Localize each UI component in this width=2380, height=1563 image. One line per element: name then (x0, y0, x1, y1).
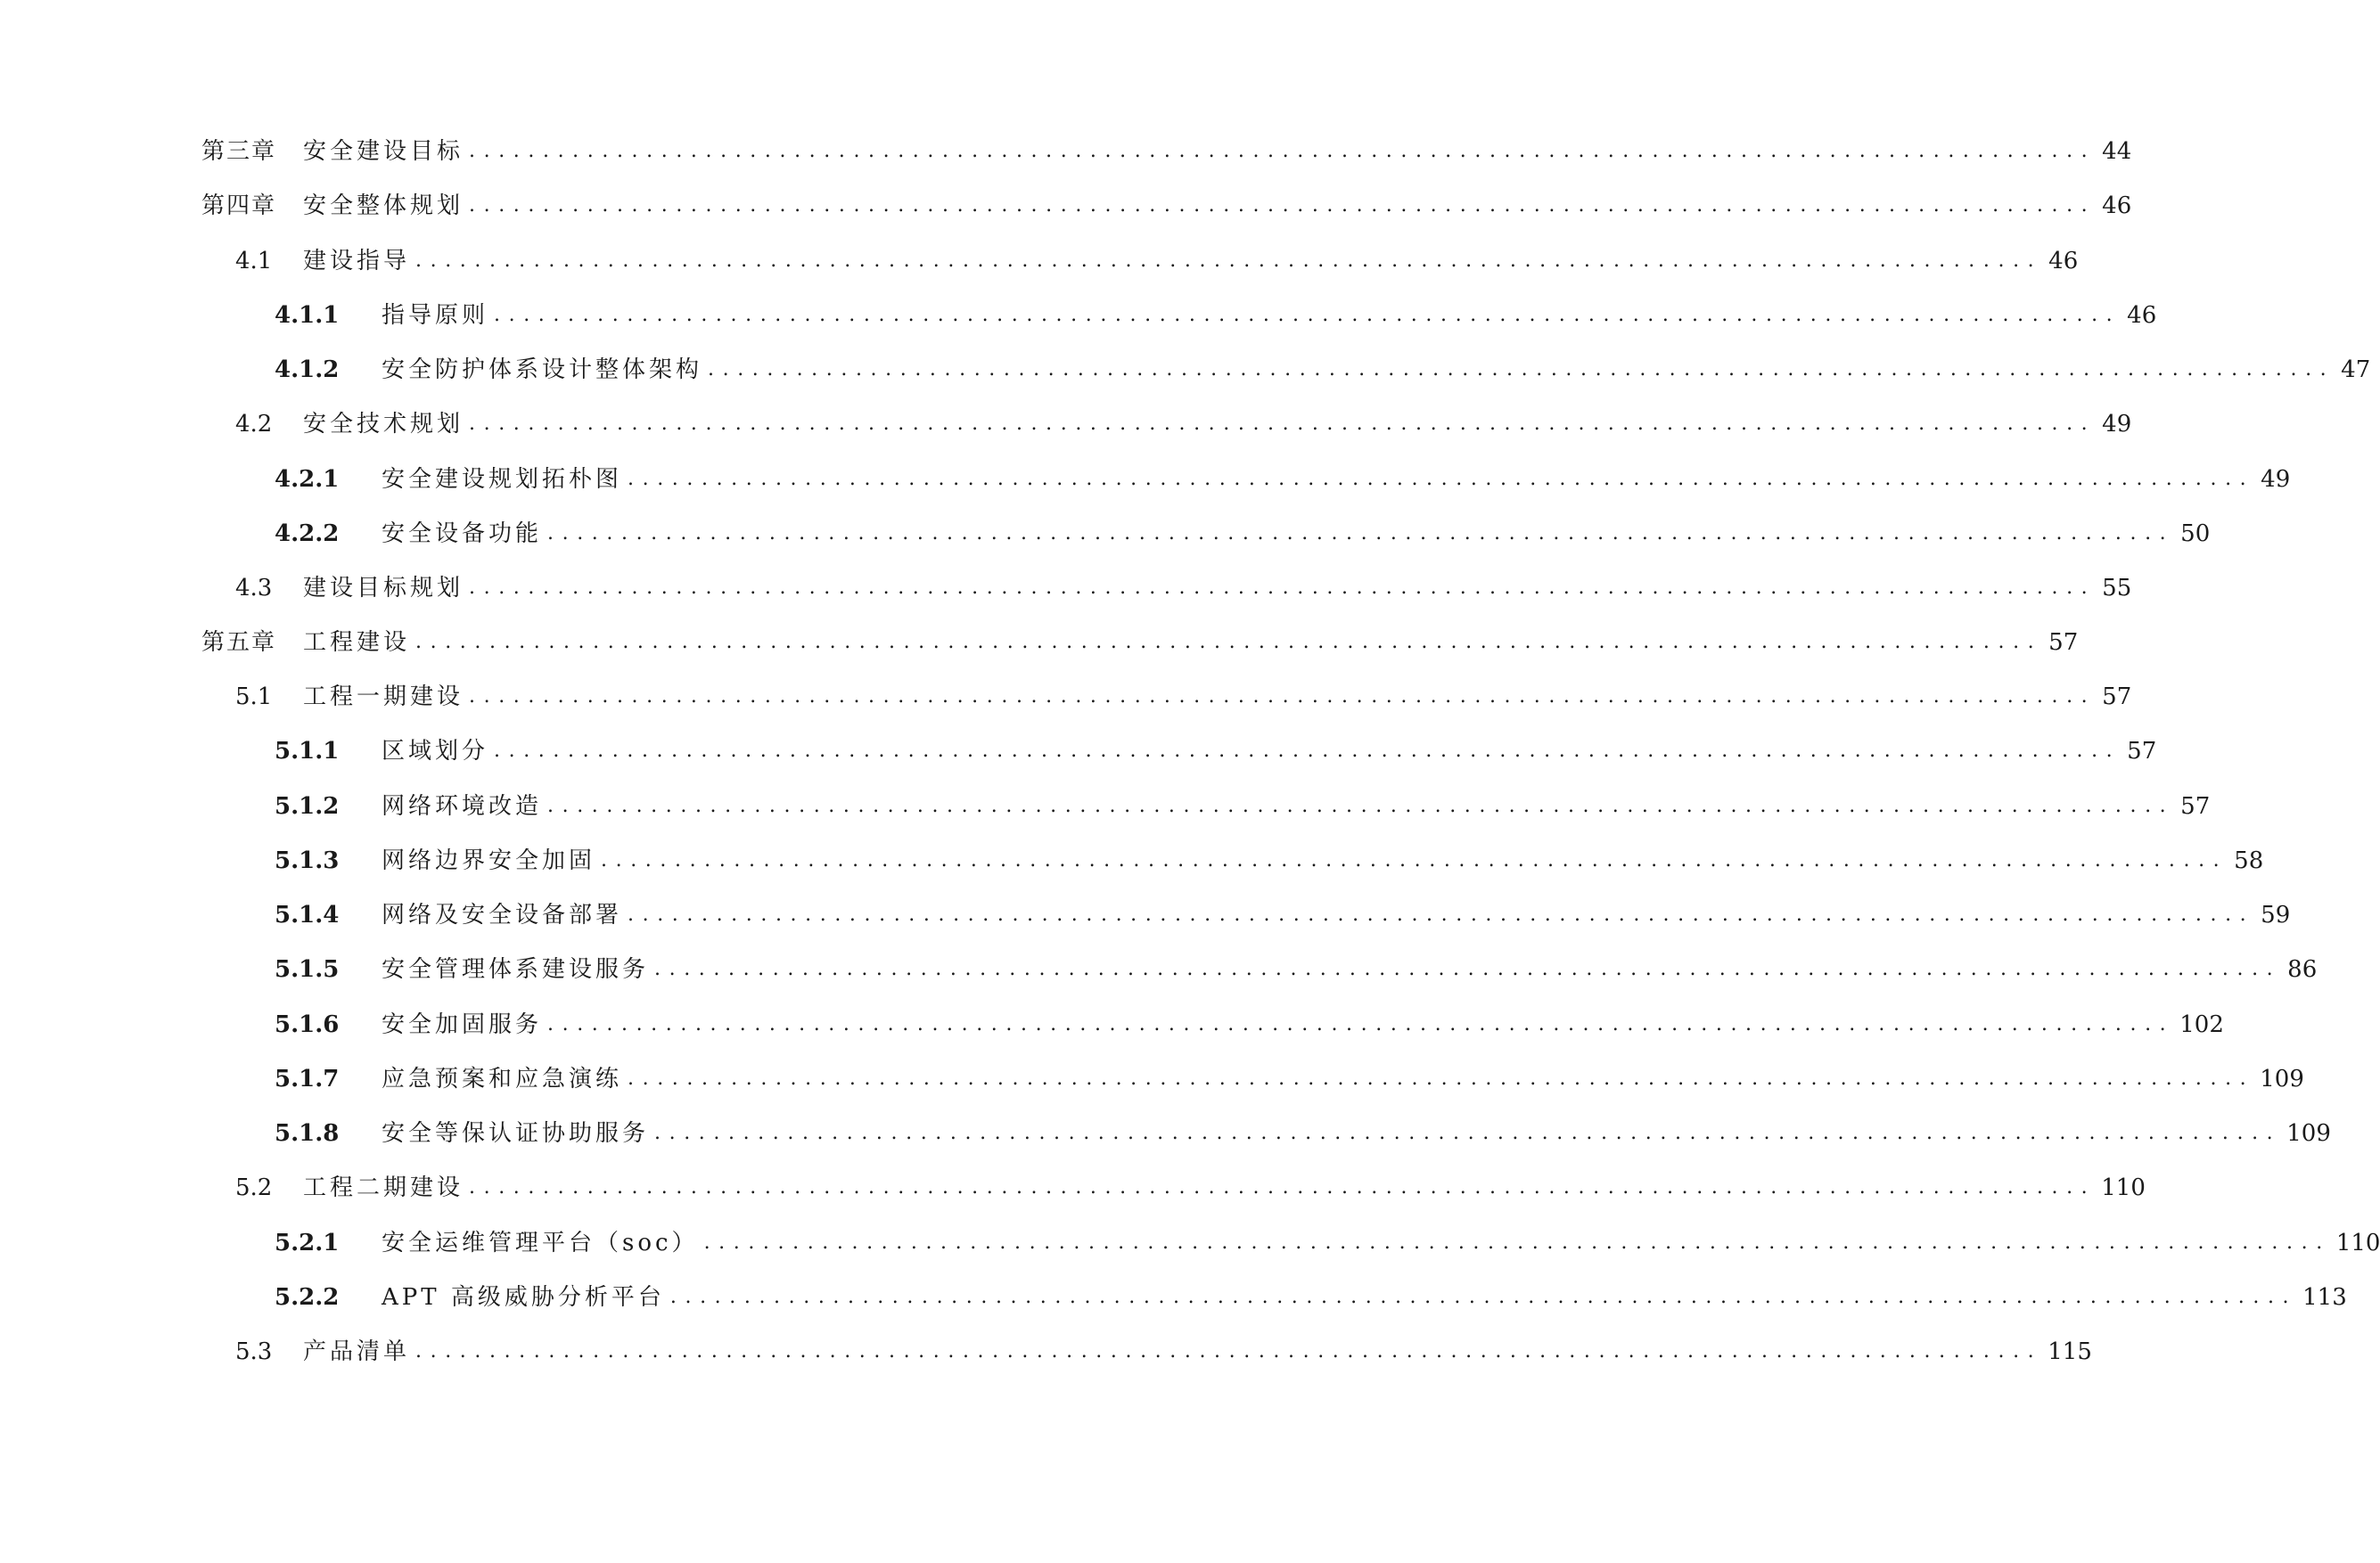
toc-title: 安全等保认证协助服务 (382, 1120, 650, 1147)
toc-title: 工程一期建设 (303, 683, 464, 710)
dot-leader: .............................................................................................................. (415, 250, 2043, 272)
dot-leader: .............................................................................................................. (628, 904, 2255, 926)
dot-leader: .............................................................................................................. (415, 1340, 2043, 1363)
toc-page-number: 109 (2260, 1066, 2304, 1092)
toc-entry[interactable] (201, 625, 2079, 660)
toc-title: 建设目标规划 (303, 575, 464, 601)
toc-title: 应急预案和应急演练 (382, 1066, 623, 1092)
toc-entry[interactable] (275, 789, 2211, 824)
toc-entry[interactable] (275, 952, 2318, 987)
dot-leader: .............................................................................................................. (628, 468, 2255, 490)
toc-page-number: 58 (2234, 847, 2264, 874)
toc-page-number: 57 (2102, 683, 2132, 710)
toc-page-number: 46 (2102, 192, 2132, 219)
toc-number: 4.1 (235, 248, 273, 274)
toc-entry[interactable] (275, 1280, 2347, 1315)
toc-page-number: 110 (2335, 1230, 2380, 1256)
toc-entry[interactable] (275, 733, 2157, 769)
toc-title: 网络及安全设备部署 (382, 902, 623, 929)
toc-number: 5.1 (235, 683, 273, 710)
dot-leader: .............................................................................................................. (469, 413, 2097, 435)
toc-title: 工程二期建设 (303, 1174, 464, 1201)
toc-title: 产品清单 (303, 1338, 411, 1365)
toc-page-number: 57 (2180, 793, 2211, 820)
toc-number: 4.2 (235, 411, 273, 438)
toc-entry[interactable] (275, 352, 2371, 388)
dot-leader: .............................................................................................................. (628, 1068, 2255, 1090)
toc-entry[interactable] (235, 406, 2132, 442)
toc-entry[interactable] (275, 1116, 2331, 1151)
toc-page-number: 49 (2102, 411, 2132, 438)
toc-title: 工程建设 (303, 629, 411, 656)
toc-number: 5.1.7 (275, 1066, 340, 1092)
toc-number: 4.1.2 (275, 356, 340, 383)
toc-title: 安全整体规划 (303, 192, 464, 219)
toc-number: 5.1.8 (275, 1120, 340, 1147)
toc-title: 安全技术规划 (303, 411, 464, 438)
toc-entry[interactable] (235, 1170, 2146, 1206)
dot-leader: .............................................................................................................. (469, 1176, 2097, 1199)
toc-number: 5.2.2 (275, 1284, 340, 1311)
toc-page-number: 44 (2102, 138, 2132, 165)
toc-number: 4.2.1 (275, 466, 340, 493)
toc-title: 指导原则 (382, 302, 489, 329)
toc-number: 4.2.2 (275, 520, 340, 547)
toc-entry[interactable] (275, 897, 2291, 933)
toc-title: 安全防护体系设计整体架构 (382, 356, 703, 383)
dot-leader: .............................................................................................................. (547, 795, 2175, 817)
toc-number: 5.1.5 (275, 956, 340, 983)
toc-page-number: 46 (2127, 302, 2157, 329)
toc-number: 5.1.2 (275, 793, 340, 820)
dot-leader: .............................................................................................................. (469, 685, 2097, 708)
toc-entry[interactable] (275, 843, 2264, 879)
toc-entry[interactable] (275, 462, 2291, 497)
toc-entry[interactable] (275, 1007, 2224, 1043)
toc-title: 安全加固服务 (382, 1011, 543, 1038)
toc-title: 安全建设规划拓朴图 (382, 466, 623, 493)
toc-page-number: 59 (2261, 902, 2291, 929)
toc-title: 安全建设目标 (303, 138, 464, 165)
toc-page-number: 47 (2341, 356, 2371, 383)
toc-title: 网络边界安全加固 (382, 847, 596, 874)
toc-number: 5.1.1 (275, 738, 340, 765)
toc-page-number: 102 (2179, 1011, 2224, 1038)
dot-leader: .............................................................................................................. (547, 522, 2175, 544)
toc-page-number: 109 (2286, 1120, 2331, 1147)
toc-entry[interactable] (275, 516, 2211, 552)
toc-number: 5.1.6 (275, 1011, 340, 1038)
dot-leader: .............................................................................................................. (708, 358, 2335, 381)
toc-page-number: 113 (2302, 1284, 2347, 1311)
toc-page-number: 110 (2101, 1174, 2146, 1201)
toc-entry[interactable] (235, 679, 2132, 715)
toc-page-number: 86 (2287, 956, 2318, 983)
toc-page-number: 49 (2261, 466, 2291, 493)
toc-page-number: 46 (2048, 248, 2079, 274)
toc-page-number: 55 (2102, 575, 2132, 601)
toc-number: 5.2.1 (275, 1230, 340, 1256)
toc-title: 安全管理体系建设服务 (382, 956, 650, 983)
dot-leader: .............................................................................................................. (494, 304, 2121, 326)
toc-title: 安全运维管理平台（soc） (382, 1230, 699, 1256)
dot-leader: .............................................................................................................. (415, 631, 2043, 653)
toc-entry[interactable] (275, 298, 2157, 333)
dot-leader: .............................................................................................................. (494, 740, 2121, 762)
dot-leader: .............................................................................................................. (469, 140, 2097, 162)
dot-leader: .............................................................................................................. (547, 1013, 2175, 1035)
toc-entry[interactable] (235, 243, 2079, 279)
toc-number: 5.1.3 (275, 847, 340, 874)
toc-number: 4.3 (235, 575, 273, 601)
dot-leader: .............................................................................................................. (669, 1286, 2298, 1308)
toc-title: 安全设备功能 (382, 520, 543, 547)
dot-leader: .............................................................................................................. (703, 1232, 2331, 1254)
toc-entry[interactable] (235, 1334, 2092, 1370)
dot-leader: .............................................................................................................. (654, 1122, 2282, 1144)
toc-number: 第五章 (201, 629, 277, 656)
toc-title: 建设指导 (303, 248, 411, 274)
dot-leader: .............................................................................................................. (654, 958, 2282, 980)
toc-number: 5.3 (235, 1338, 273, 1365)
toc-number: 第三章 (201, 138, 277, 165)
toc-number: 5.1.4 (275, 902, 340, 929)
toc-title: 区域划分 (382, 738, 489, 765)
toc-entry[interactable] (235, 570, 2132, 606)
dot-leader: .............................................................................................................. (469, 577, 2097, 599)
toc-page-number: 115 (2048, 1338, 2092, 1365)
toc-entry[interactable] (201, 188, 2132, 224)
toc-entry[interactable] (201, 134, 2132, 169)
toc-entry[interactable] (275, 1061, 2304, 1097)
dot-leader: .............................................................................................................. (469, 194, 2097, 217)
toc-page-number: 50 (2180, 520, 2211, 547)
dot-leader: .............................................................................................................. (601, 849, 2228, 872)
toc-entry[interactable] (275, 1225, 2380, 1261)
toc-number: 4.1.1 (275, 302, 340, 329)
toc-page-number: 57 (2127, 738, 2157, 765)
toc-title: 网络环境改造 (382, 793, 543, 820)
toc-number: 5.2 (235, 1174, 273, 1201)
toc-title: APT 高级威胁分析平台 (382, 1284, 665, 1311)
toc-number: 第四章 (201, 192, 277, 219)
toc-page-number: 57 (2048, 629, 2079, 656)
